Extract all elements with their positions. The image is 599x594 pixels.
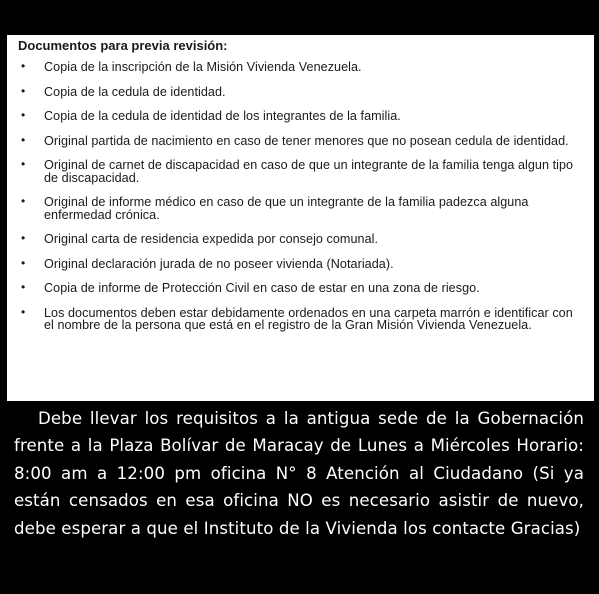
bullet-icon: • <box>21 304 26 319</box>
notice-panel <box>7 401 594 589</box>
top-black-bar <box>0 0 599 35</box>
bullet-icon: • <box>21 59 26 73</box>
bullet-icon: • <box>21 231 26 245</box>
list-item <box>18 132 584 148</box>
list-item <box>18 282 584 295</box>
list-item-text: Original de carnet de discapacidad en caso de que un integrante de la familia tenga algun tipo de discapacidad. <box>44 158 574 185</box>
requirements-document <box>7 35 594 401</box>
requirements-list <box>18 61 584 332</box>
list-item <box>18 233 584 246</box>
bullet-icon: • <box>21 108 26 122</box>
bullet-icon: • <box>21 194 26 208</box>
bullet-icon: • <box>21 83 26 98</box>
bullet-icon: • <box>21 132 26 147</box>
list-item-text: Copia de informe de Protección Civil en caso de estar en una zona de riesgo. <box>44 281 480 295</box>
list-item <box>18 304 584 332</box>
list-item-text: Copia de la cedula de identidad de los integrantes de la familia. <box>44 109 401 123</box>
list-item-text: Original declaración jurada de no poseer vivienda (Notariada). <box>44 256 394 271</box>
bullet-icon: • <box>21 157 26 171</box>
list-item <box>18 196 584 221</box>
list-item-text: Copia de la inscripción de la Misión Vivienda Venezuela. <box>44 60 362 74</box>
list-item-text: Original de informe médico en caso de que un integrante de la familia padezca alguna enfermedad crónica. <box>44 195 529 222</box>
list-item <box>18 110 584 123</box>
list-item <box>18 159 584 184</box>
list-item <box>18 83 584 99</box>
list-item-text: Copia de la cedula de identidad. <box>44 84 226 99</box>
document-heading: Documentos para previa revisión: <box>18 38 228 53</box>
bullet-icon: • <box>21 255 26 270</box>
notice-text: Debe llevar los requisitos a la antigua sede de la Gobernación frente a la Plaza Bolívar de Maracay de Lunes a Miércoles Horario: 8:00 am a 12:00 pm oficina N° 8 Atención al Ciudadano (Si ya están censados en esa oficina NO es necesario asistir de nuevo, debe esperar a que el Instituto de la Vivienda los contacte Gracias) <box>14 409 584 538</box>
bullet-icon: • <box>21 280 26 294</box>
list-item <box>18 255 584 271</box>
list-item-text: Original partida de nacimiento en caso de tener menores que no posean cedula de identidad. <box>44 133 569 148</box>
list-item-text: Los documentos deben estar debidamente ordenados en una carpeta marrón e identificar con el nombre de la persona que está en el registro de la Gran Misión Vivienda Venezuela. <box>44 305 573 332</box>
list-item-text: Original carta de residencia expedida por consejo comunal. <box>44 232 379 246</box>
list-item <box>18 61 584 74</box>
